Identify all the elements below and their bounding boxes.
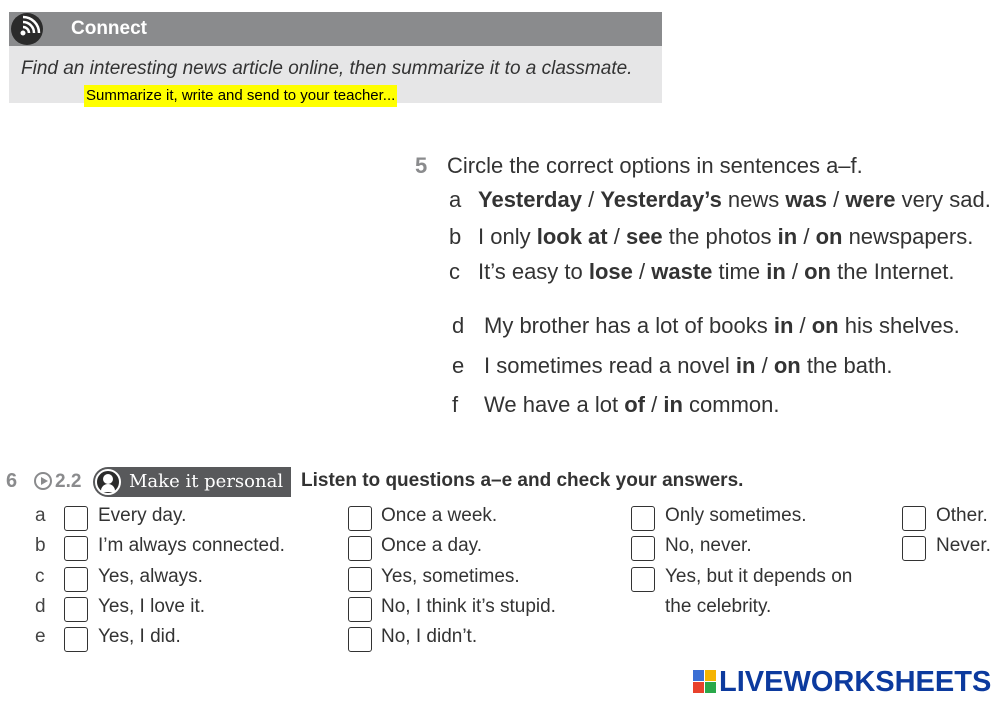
sentence-text: /	[785, 259, 805, 284]
answer-option[interactable]: look at	[536, 224, 608, 249]
sentence-d	[484, 313, 960, 339]
sentence-letter-e: e	[452, 353, 465, 378]
answer-label: No, never.	[665, 535, 752, 556]
highlighted-instruction: Summarize it, write and send to your teacher...	[84, 85, 397, 107]
sentence-text: /	[645, 392, 664, 417]
answer-label: Once a day.	[381, 535, 483, 556]
exercise-6-title: Listen to questions a–e and check your answers.	[301, 470, 744, 491]
answer-checkbox[interactable]	[348, 627, 372, 652]
sentence-text: /	[607, 224, 626, 249]
connect-header	[9, 12, 662, 46]
question-letter-c: c	[35, 566, 45, 587]
exercise-6-number: 6	[6, 470, 18, 492]
sentence-text: My brother has a lot of books	[484, 313, 774, 338]
answer-checkbox[interactable]	[64, 627, 88, 652]
sentence-text: I sometimes read a novel	[484, 353, 736, 378]
badge-label: Make it personal	[129, 471, 284, 492]
connect-title: Connect	[71, 18, 147, 39]
answer-option[interactable]: waste	[651, 259, 713, 284]
connect-instruction: Find an interesting news article online, then summarize it to a classmate.	[21, 58, 633, 79]
answer-label-continuation: the celebrity.	[665, 596, 772, 617]
answer-label: Only sometimes.	[665, 505, 807, 526]
sentence-text: /	[632, 259, 652, 284]
answer-checkbox[interactable]	[631, 506, 655, 531]
answer-option[interactable]: were	[845, 187, 896, 212]
sentence-text: the Internet.	[831, 259, 955, 284]
answer-label: No, I think it’s stupid.	[381, 596, 556, 617]
answer-checkbox[interactable]	[902, 506, 926, 531]
answer-checkbox[interactable]	[64, 536, 88, 561]
exercise-5-title: Circle the correct options in sentences a–f.	[447, 153, 863, 178]
answer-label: Yes, I love it.	[98, 596, 206, 617]
sentence-letter-f: f	[452, 392, 459, 417]
sentence-text: news	[721, 187, 786, 212]
answer-checkbox[interactable]	[902, 536, 926, 561]
exercise-5-number: 5	[415, 153, 428, 178]
answer-option[interactable]: on	[811, 313, 839, 338]
sentence-f	[484, 392, 780, 418]
sentence-letter-b: b	[449, 224, 462, 249]
sentence-c	[478, 259, 955, 285]
answer-option[interactable]: Yesterday’s	[600, 187, 722, 212]
sentence-a	[478, 187, 991, 213]
answer-checkbox[interactable]	[348, 536, 372, 561]
answer-label: Other.	[936, 505, 988, 526]
answer-option[interactable]: in	[766, 259, 786, 284]
answer-checkbox[interactable]	[631, 536, 655, 561]
answer-option[interactable]: on	[804, 259, 831, 284]
answer-option[interactable]: Yesterday	[478, 187, 582, 212]
answer-option[interactable]: in	[735, 353, 756, 378]
answer-label: Yes, sometimes.	[381, 566, 520, 587]
question-letter-d: d	[35, 596, 46, 617]
answer-option[interactable]: of	[624, 392, 645, 417]
answer-label: Never.	[936, 535, 991, 556]
answer-option[interactable]: lose	[588, 259, 633, 284]
answer-option[interactable]: see	[625, 224, 663, 249]
question-letter-b: b	[35, 535, 46, 556]
sentence-text: his shelves.	[838, 313, 960, 338]
answer-option[interactable]: in	[663, 392, 683, 417]
sentence-text: /	[827, 187, 846, 212]
sentence-e	[484, 353, 892, 379]
answer-label: Yes, but it depends on	[665, 566, 853, 587]
question-letter-e: e	[35, 626, 46, 647]
sentence-text: common.	[682, 392, 780, 417]
answer-label: No, I didn’t.	[381, 626, 478, 647]
answer-label: Every day.	[98, 505, 187, 526]
answer-label: Once a week.	[381, 505, 498, 526]
sentence-text: We have a lot	[484, 392, 625, 417]
person-icon	[95, 469, 121, 495]
question-letter-a: a	[35, 505, 46, 526]
sentence-letter-c: c	[449, 259, 460, 284]
sentence-b	[478, 224, 973, 250]
sentence-text: very sad.	[895, 187, 991, 212]
answer-checkbox[interactable]	[64, 597, 88, 622]
wifi-icon	[11, 13, 43, 45]
sentence-text: /	[797, 224, 816, 249]
answer-label: Yes, always.	[98, 566, 203, 587]
sentence-text: newspapers.	[842, 224, 974, 249]
sentence-text: /	[755, 353, 774, 378]
answer-checkbox[interactable]	[64, 506, 88, 531]
answer-checkbox[interactable]	[64, 567, 88, 592]
sentence-text: the bath.	[800, 353, 893, 378]
answer-option[interactable]: in	[777, 224, 798, 249]
sentence-letter-a: a	[449, 187, 462, 212]
logo-text: LIVEWORKSHEETS	[719, 666, 992, 698]
make-it-personal-badge	[93, 467, 291, 497]
sentence-text: /	[793, 313, 812, 338]
sentence-text: time	[712, 259, 767, 284]
sentence-text: I only	[478, 224, 537, 249]
answer-checkbox[interactable]	[348, 597, 372, 622]
answer-checkbox[interactable]	[631, 567, 655, 592]
answer-option[interactable]: was	[785, 187, 827, 212]
sentence-text: It’s easy to	[478, 259, 589, 284]
sentence-letter-d: d	[452, 313, 465, 338]
answer-option[interactable]: on	[815, 224, 843, 249]
liveworksheets-icon	[693, 670, 717, 694]
answer-checkbox[interactable]	[348, 506, 372, 531]
answer-option[interactable]: on	[773, 353, 801, 378]
answer-option[interactable]: in	[773, 313, 794, 338]
answer-label: Yes, I did.	[98, 626, 181, 647]
sentence-text: the photos	[662, 224, 778, 249]
answer-checkbox[interactable]	[348, 567, 372, 592]
sentence-text: /	[581, 187, 601, 212]
answer-label: I’m always connected.	[98, 535, 285, 556]
audio-play-icon[interactable]	[34, 472, 52, 490]
audio-track-number: 2.2	[55, 471, 82, 492]
